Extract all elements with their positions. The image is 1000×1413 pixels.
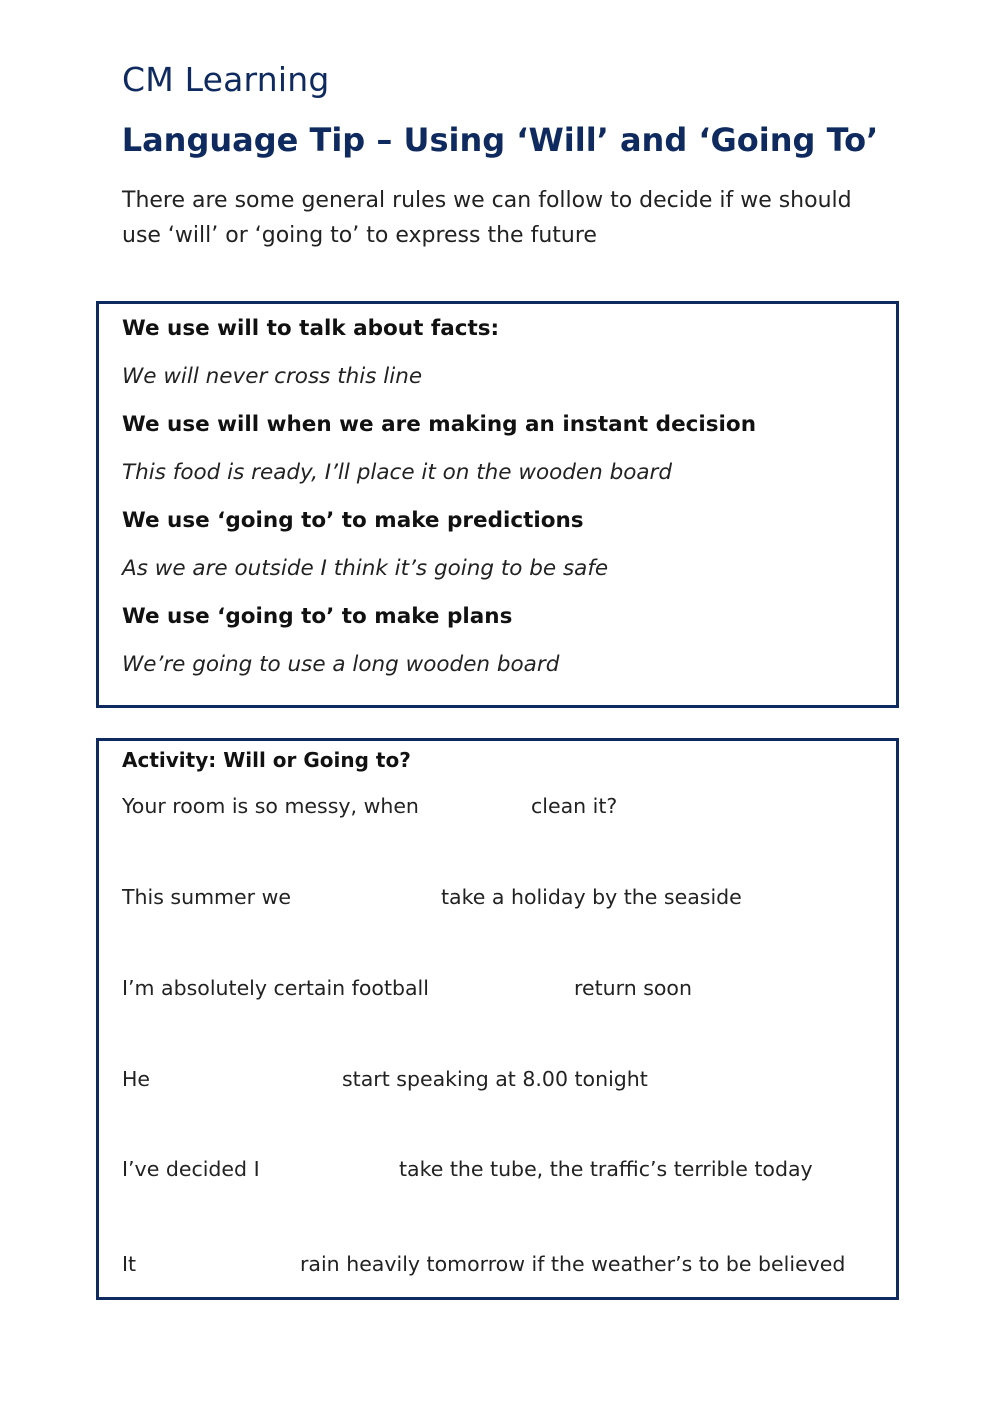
rule-heading: We use will to talk about facts:	[122, 316, 500, 341]
rule-example: This food is ready, I’ll place it on the wooden board	[122, 460, 673, 485]
sentence-start: Your room is so messy, when	[122, 794, 419, 818]
intro-text: There are some general rules we can follow to decide if we should use ‘will’ or ‘going to’ to express the future	[122, 188, 852, 248]
rule-example: We will never cross this line	[122, 364, 423, 389]
sentence-end: clean it?	[531, 794, 618, 818]
sentence-start: This summer we	[122, 885, 291, 909]
sentence-end: start speaking at 8.00 tonight	[342, 1067, 648, 1091]
rule-example: As we are outside I think it’s going to be safe	[122, 556, 609, 581]
activity-box	[96, 738, 899, 1300]
rules-box	[96, 301, 899, 708]
brand-name: CM Learning	[122, 60, 330, 99]
sentence-end: take a holiday by the seaside	[441, 885, 742, 909]
sentence-start: I’ve decided I	[122, 1157, 260, 1181]
rule-heading: We use will when we are making an instant decision	[122, 412, 757, 437]
rule-heading: We use ‘going to’ to make predictions	[122, 508, 584, 533]
page-title: Language Tip – Using ‘Will’ and ‘Going To’	[121, 121, 879, 159]
sentence-start: He	[122, 1067, 151, 1091]
rule-example: We’re going to use a long wooden board	[122, 652, 560, 677]
sentence-start: I’m absolutely certain football	[122, 976, 429, 1000]
sentence-start: It	[122, 1252, 137, 1276]
activity-title: Activity: Will or Going to?	[122, 748, 411, 772]
sentence-end: rain heavily tomorrow if the weather’s to be believed	[300, 1252, 846, 1276]
rule-heading: We use ‘going to’ to make plans	[122, 604, 513, 629]
sentence-end: take the tube, the traffic’s terrible today	[399, 1157, 813, 1181]
sentence-end: return soon	[574, 976, 692, 1000]
